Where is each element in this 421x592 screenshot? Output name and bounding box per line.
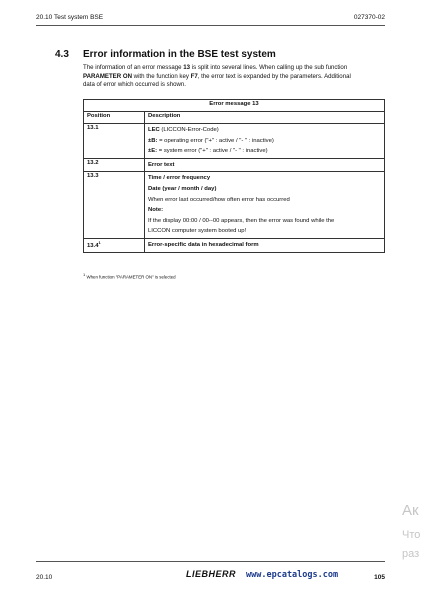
error-message-table: [83, 99, 385, 253]
table-caption: Error message 13: [84, 100, 385, 112]
row-position: 13.4$^1$: [84, 238, 145, 252]
description-line: Date (year / month / day): [148, 185, 217, 192]
section-title: Error information in the BSE test system: [83, 49, 276, 60]
description-line: ±B: = operating error ("+" : active / "- " : inactive): [148, 137, 274, 144]
footer-version: 20.10: [36, 574, 53, 581]
row-description: [145, 124, 385, 159]
brand-logo: LIEBHERR: [186, 569, 237, 579]
table-row: [84, 158, 385, 172]
table-body: [84, 124, 385, 253]
header-chapter: 20.10 Test system BSE: [36, 14, 104, 21]
column-header-position: Position: [84, 112, 145, 124]
intro-paragraph: [83, 64, 383, 90]
description-line: LICCON computer system booted up!: [148, 228, 247, 235]
intro-line-1: The information of an error message 13 is split into several lines. When calling up the sub function: [83, 64, 348, 71]
description-line: Error-specific data in hexadecimal form: [148, 241, 259, 248]
intro-line-3: data of error which occurred is shown.: [83, 81, 186, 89]
section-number: 4.3: [55, 49, 69, 60]
table-header-row: [84, 112, 385, 124]
column-header-description: Description: [145, 112, 385, 124]
table-caption-row: [84, 100, 385, 112]
page-number: 105: [374, 574, 385, 581]
row-description: [145, 172, 385, 239]
row-position: 13.1: [84, 124, 145, 159]
header-divider: [36, 25, 385, 26]
watermark-url: www.epcatalogs.com: [246, 570, 339, 580]
activation-watermark-line-2: Что: [402, 529, 421, 541]
row-position: 13.2: [84, 158, 145, 172]
description-line: Note:: [148, 207, 164, 214]
table-row: [84, 172, 385, 239]
intro-line-2: PARAMETER ON with the function key F7, the error text is expanded by the parameters. Additional: [83, 72, 351, 80]
row-position: 13.3: [84, 172, 145, 239]
description-line: Error text: [148, 161, 175, 168]
footnote: $^1$ When function "PARAMETER ON" is selected: [83, 272, 176, 280]
row-description: [145, 158, 385, 172]
activation-watermark-line-1: Ак: [402, 502, 419, 519]
table-row: [84, 238, 385, 252]
header-doc-number: 027370-02: [353, 14, 385, 21]
description-line: ±E: = system error ("+" : active / "- " : inactive): [148, 148, 268, 155]
description-line: LEC (LICCON-Error-Code): [148, 127, 219, 133]
activation-watermark-line-3: раз: [402, 548, 420, 560]
description-line: Time / error frequency: [148, 175, 211, 182]
table-row: [84, 124, 385, 159]
footer-divider: [36, 561, 385, 562]
description-line: If the display 00:00 / 00--00 appears, then the error was found while the: [148, 217, 335, 224]
description-line: When error last occurred/how often error has occurred: [148, 196, 290, 203]
row-description: [145, 238, 385, 252]
